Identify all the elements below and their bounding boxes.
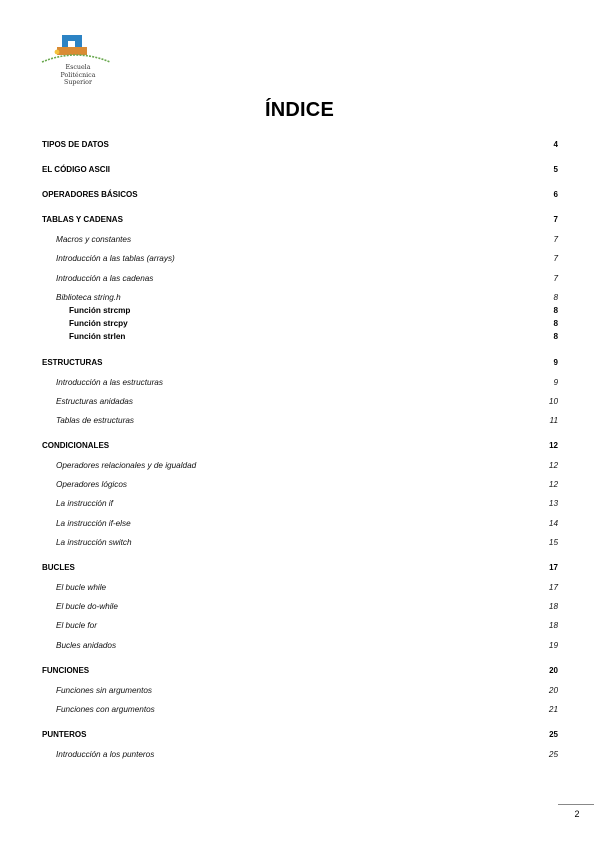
toc-entry-title: Tablas de estructuras [56,416,134,425]
toc-entry-title: Funciones sin argumentos [56,686,153,695]
toc-section-entry[interactable] [56,274,558,283]
toc-entry-page: 17 [549,563,558,572]
toc-entry-title: Estructuras anidadas [56,397,133,406]
toc-subsection-entry[interactable] [69,306,558,315]
toc-entry-page: 9 [553,358,558,367]
toc-entry-page: 7 [553,254,558,263]
toc-chapter-entry[interactable] [42,730,558,739]
toc-chapter-entry[interactable] [42,165,558,174]
toc-entry-page: 12 [548,461,558,470]
toc-entry-page: 8 [553,332,558,341]
toc-entry-title: Introducción a las tablas (arrays) [56,254,175,263]
page-title: ÍNDICE [265,99,334,121]
toc-entry-title: EL CÓDIGO ASCII [42,165,111,174]
toc-entry-title: El bucle while [56,583,107,592]
toc-entry-page: 8 [553,306,558,315]
toc-section-entry[interactable] [56,519,558,528]
toc-chapter-entry[interactable] [42,190,558,199]
toc-subsection-entry[interactable] [69,332,558,341]
toc-subsection-entry[interactable] [69,319,558,328]
toc-section-entry[interactable] [56,416,558,425]
toc-section-entry[interactable] [56,254,558,263]
toc-entry-page: 5 [553,165,558,174]
toc-entry-page: 7 [553,235,558,244]
toc-chapter-entry[interactable] [42,666,558,675]
toc-entry-title: Introducción a los punteros [56,750,155,759]
toc-entry-page: 14 [548,519,558,528]
toc-entry-title: Función strcpy [69,319,128,328]
toc-entry-title: TABLAS Y CADENAS [42,215,123,224]
toc-entry-title: Operadores relacionales y de igualdad [56,461,197,470]
toc-section-entry[interactable] [56,499,558,508]
toc-entry-page: 7 [553,274,558,283]
toc-entry-title: FUNCIONES [42,666,90,675]
toc-section-entry[interactable] [56,621,558,630]
toc-entry-page: 18 [548,621,558,630]
toc-entry-page: 8 [553,319,558,328]
toc-entry-title: Función strcmp [69,306,131,315]
footer-rule [558,804,594,805]
toc-entry-title: La instrucción if-else [56,519,131,528]
toc-entry-page: 12 [549,441,558,450]
toc-entry-page: 4 [553,140,558,149]
toc-chapter-entry[interactable] [42,441,558,450]
toc-entry-page: 20 [549,666,558,675]
toc-entry-page: 19 [548,641,558,650]
toc-entry-title: Introducción a las cadenas [56,274,154,283]
toc-section-entry[interactable] [56,705,558,714]
toc-entry-title: Introducción a las estructuras [56,378,163,387]
toc-entry-page: 9 [553,378,558,387]
toc-chapter-entry[interactable] [42,563,558,572]
toc-section-entry[interactable] [56,641,558,650]
toc-entry-page: 12 [548,480,558,489]
toc-entry-title: El bucle do-while [56,602,118,611]
toc-section-entry[interactable] [56,235,558,244]
toc-entry-title: TIPOS DE DATOS [42,140,109,149]
toc-entry-title: CONDICIONALES [42,441,110,450]
toc-entry-title: Biblioteca string.h [56,293,121,302]
toc-entry-title: El bucle for [56,621,97,630]
logo-line: Superior [64,79,92,87]
toc-entry-page: 7 [553,215,558,224]
toc-entry-title: La instrucción if [56,499,113,508]
toc-entry-title: La instrucción switch [56,538,132,547]
toc-chapter-entry[interactable] [42,215,558,224]
toc-entry-page: 10 [548,397,558,406]
toc-section-entry[interactable] [56,538,558,547]
toc-entry-page: 13 [548,499,558,508]
toc-entry-page: 20 [548,686,558,695]
toc-section-entry[interactable] [56,397,558,406]
toc-section-entry[interactable] [56,583,558,592]
toc-section-entry[interactable] [56,378,558,387]
toc-entry-page: 21 [548,705,558,714]
toc-section-entry[interactable] [56,461,558,470]
toc-section-entry[interactable] [56,750,558,759]
logo-line: Escuela [65,64,91,71]
toc-entry-page: 25 [548,750,558,759]
toc-chapter-entry[interactable] [42,140,558,149]
toc-entry-page: 11 [549,416,558,425]
toc-entry-page: 8 [553,293,558,302]
toc-section-entry[interactable] [56,602,558,611]
toc-entry-title: Operadores lógicos [56,480,127,489]
toc-entry-title: ESTRUCTURAS [42,358,103,367]
toc-entry-title: Macros y constantes [56,235,132,244]
toc-entry-title: OPERADORES BÁSICOS [42,190,138,199]
page-number: 2 [574,809,580,819]
toc-section-entry[interactable] [56,480,558,489]
toc-entry-page: 15 [548,538,558,547]
toc-entry-page: 18 [548,602,558,611]
toc-entry-title: Bucles anidados [56,641,117,650]
toc-entry-page: 6 [553,190,558,199]
toc-section-entry[interactable] [56,686,558,695]
toc-section-entry[interactable] [56,293,558,302]
toc-entry-title: PUNTEROS [42,730,87,739]
toc-chapter-entry[interactable] [42,358,558,367]
toc-entry-page: 25 [549,730,558,739]
logo-line: Politécnica [60,71,96,79]
toc-entry-page: 17 [548,583,558,592]
toc-entry-title: Función strlen [69,332,126,341]
toc-entry-title: Funciones con argumentos [56,705,155,714]
toc-entry-title: BUCLES [42,563,75,572]
